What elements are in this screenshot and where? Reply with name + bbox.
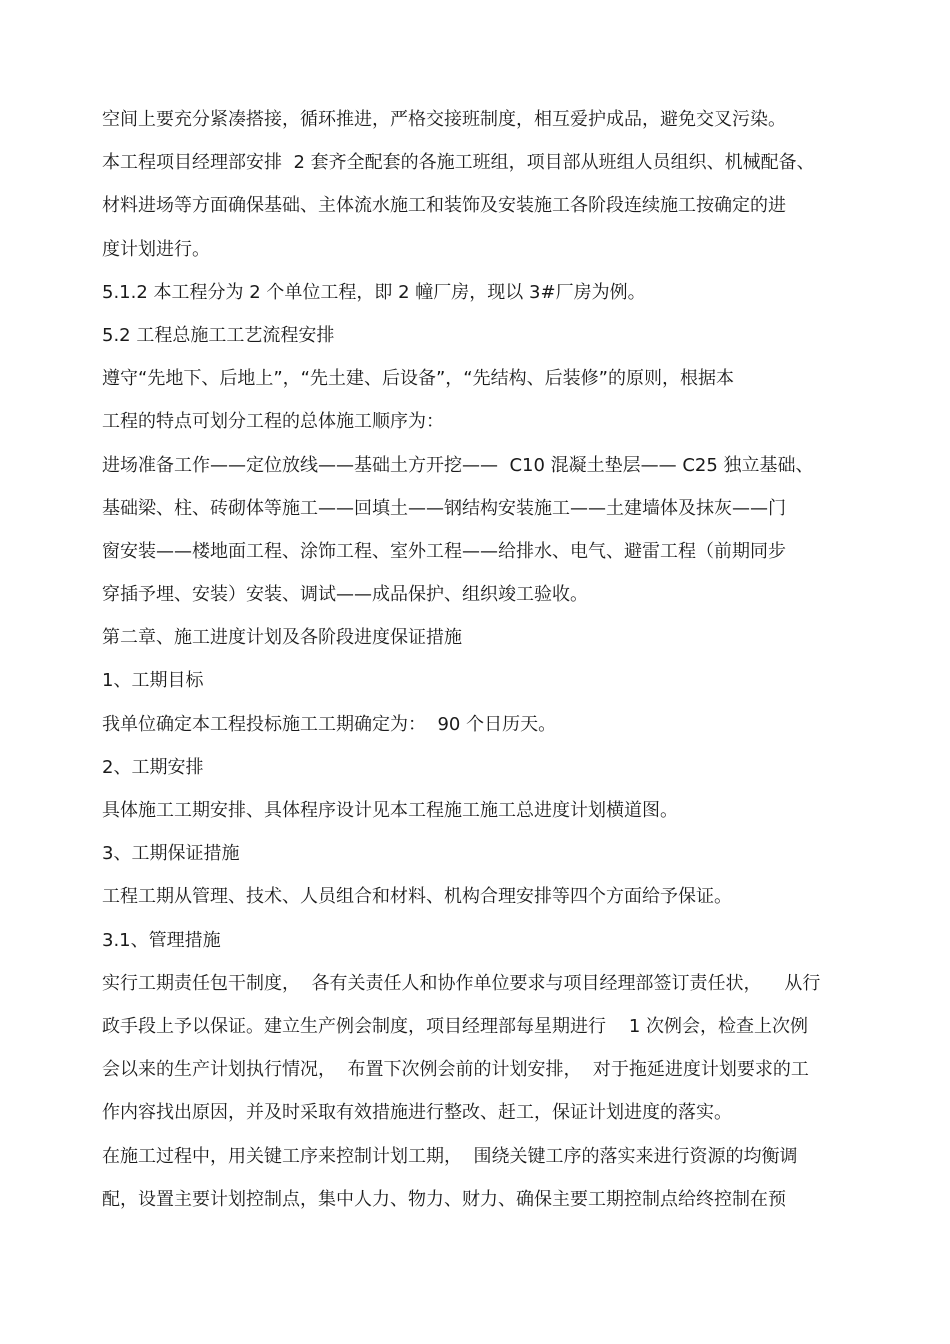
text-line: 度计划进行。 [102,238,210,260]
section-heading: 5.2 工程总施工工艺流程安排 [102,324,335,346]
document-body [102,98,862,1221]
text-line: 材料进场等方面确保基础、主体流水施工和装饰及安装施工各阶段连续施工按确定的进 [102,195,786,217]
text-line: 作内容找出原因，并及时采取有效措施进行整改、赶工，保证计划进度的落实。 [102,1102,732,1124]
text-line: 窗安装——楼地面工程、涂饰工程、室外工程——给排水、电气、避雷工程（前期同步 [102,540,786,562]
text-line: 具体施工工期安排、具体程序设计见本工程施工施工总进度计划横道图。 [102,800,678,821]
section-heading: 3、工期保证措施 [102,843,240,865]
text-line: 配，设置主要计划控制点，集中人力、物力、财力、确保主要工期控制点给终控制在预 [102,1188,786,1210]
text-line: 穿插予埋、安装）安装、调试——成品保护、组织竣工验收。 [102,584,588,606]
text-line: 工程工期从管理、技术、人员组合和材料、机构合理安排等四个方面给予保证。 [102,886,732,908]
section-heading: 3.1、管理措施 [102,929,221,951]
text-line: 本工程项目经理部安排 2 套齐全配套的各施工班组，项目部从班组人员组织、机械配备、 [102,152,815,174]
text-line: 我单位确定本工程投标施工工期确定为： 90 个日历天。 [102,713,557,735]
text-line: 遵守“先地下、后地上”，“先土建、后设备”，“先结构、后装修”的原则，根据本 [102,368,734,390]
text-line: 在施工过程中，用关键工序来控制计划工期， 围绕关键工序的落实来进行资源的均衡调 [102,1145,798,1167]
section-heading: 2、工期安排 [102,756,204,778]
text-line: 会以来的生产计划执行情况， 布置下次例会前的计划安排， 对于拖延进度计划要求的工 [102,1059,809,1081]
text-line: 5.1.2 本工程分为 2 个单位工程，即 2 幢厂房，现以 3#厂房为例。 [102,281,646,303]
section-heading: 1、工期目标 [102,670,204,692]
text-line: 实行工期责任包干制度， 各有关责任人和协作单位要求与项目经理部签订责任状， 从行 [102,972,821,994]
text-line: 基础梁、柱、砖砌体等施工——回填土——钢结构安装施工——土建墙体及抹灰——门 [102,497,786,519]
chapter-heading: 第二章、施工进度计划及各阶段进度保证措施 [102,627,462,649]
text-line: 政手段上予以保证。建立生产例会制度，项目经理部每星期进行 1 次例会，检查上次例 [102,1015,809,1037]
text-line: 进场准备工作——定位放线——基础土方开挖—— C10 混凝土垫层—— C25 独立基础、 [102,454,814,476]
text-line: 空间上要充分紧凑搭接，循环推进，严格交接班制度，相互爱护成品，避免交叉污染。 [102,109,786,130]
text-line: 工程的特点可划分工程的总体施工顺序为： [102,411,444,433]
